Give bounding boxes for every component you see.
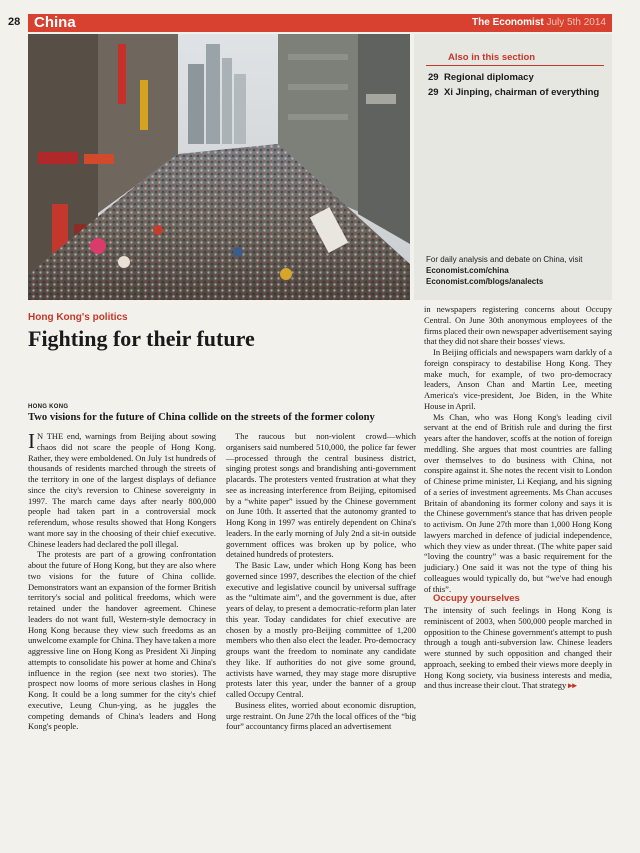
article-column-3 [424, 304, 612, 691]
section-link-page: 29 [428, 87, 439, 98]
article-paragraph: The protests are part of a growing confrontation about the future of Hong Kong, but they are also where two visions for the future of China collide. Demonstrators want an expansion of the former British territory's social and political freedoms, which were retained under the handover agreement. Chinese leaders do not want full, Western-style democracy in Hong Kong because they view such freedoms as an unwelcome example for China. They have taken a more aggressive line on Hong Kong as President Xi Jinping attempts to consolidate his power at home and China's influence in the region (see next two stories). The prospect now looms of more serious clashes in Hong Kong. It could be a long summer for the city's chief executive, Leung Chun-ying, as he juggles the competing demands of China's leaders and Hong Kong's people. [28, 549, 216, 732]
paragraph-text: N THE end, warnings from Beijing about sowing chaos did not scare the people of Hong Kong. Rather, they were emboldened. On July 1st hundreds of thousands of residents marched through the streets of the territory in one of the largest displays of defiance since the city's reversion to Chinese sovereignty in 1997. The march came days after nearly 800,000 people had taken part in a controversial mock referendum, whose results showed that Hong Kongers want more say in the choosing of their chief executive. Chinese leaders had declared the poll illegal. [28, 431, 216, 549]
article-dateline: HONG KONG [28, 404, 69, 410]
article-paragraph: in newspapers registering concerns about Occupy Central. On June 30th anonymous employees of the firms placed their own newspaper advertisement saying that they did not share their bosses' views. [424, 304, 612, 347]
sidebar-divider [426, 65, 604, 66]
economist-analects-link[interactable]: Economist.com/blogs/analects [426, 277, 544, 286]
article-paragraph: The raucous but non-violent crowd—which organisers said numbered 510,000, the police far fewer—processed through the central business district, singing protest songs and brandishing anti-government placards. The protesters vented frustration at what they see as increasing interference from Beijing, epitomised by a “white paper” issued by the Chinese government on June 10th. It asserted that the autonomy granted to Hong Kong in 1997 was entirely dependent on China's leaders. In the early morning of July 2nd a sit-in outside government offices was broken up by police, who detained hundreds of protesters. [226, 431, 416, 560]
article-standfirst: Two visions for the future of China collide on the streets of the former colony [28, 412, 375, 423]
hong-kong-protest-march-photo [28, 34, 410, 300]
section-link-page: 29 [428, 72, 439, 83]
daily-analysis-note [426, 254, 583, 287]
article-rubric: Hong Kong's politics [28, 312, 128, 323]
daily-analysis-text: For daily analysis and debate on China, visit [426, 255, 583, 264]
article-paragraph: The Basic Law, under which Hong Kong has been governed since 1997, describes the election of the chief executive and legislative council by universal suffrage as the “ultimate aim”, and the government is due, after years of delay, to present a democratic-reform plan later this year. Today candidates for chief executive are chosen by a mostly pro-Beijing committee of 1,200 members who then also elect the leader. Pro-democracy groups want the freedom to nominate any candidate they like. If authorities do not give some ground, activists have warned, they may stage more disruptive protests later this year, under the banner of a group called Occupy Central. [226, 560, 416, 699]
section-link-title: Xi Jinping, chairman of everything [444, 87, 600, 98]
article-paragraph: Business elites, worried about economic disruption, urge restraint. On June 27th the local offices of the “big four” accountancy firms placed an advertisement [226, 699, 416, 732]
issue-date: July 5th 2014 [546, 17, 606, 28]
article-paragraph: Ms Chan, who was Hong Kong's leading civil servant at the end of British rule and during the first years after the handover, scoffs at the notion of foreign meddling. She argues that most countries are falling over themselves to do business with China, not conspire against it. She notes the recent visit to London of Chinese prime minister, Li Keqiang, and his signing of a series of investment agreements. Ms Chan accuses Britain of abandoning its former colony and says it is the Chinese government's stance that has driven people to activism. On June 27th more than 1,000 Hong Kong lawyers marched in defence of judicial independence, which they view as under threat. (The white paper said “loving the country” was a basic requirement for the judiciary.) One said it was not the type of thing his colleagues would typically do, but “we've had enough of this”. [424, 411, 612, 594]
article-headline: Fighting for their future [28, 326, 255, 351]
section-name: China [34, 14, 76, 31]
article-column-1 [28, 431, 216, 732]
continue-arrow-icon: ▸▸ [568, 680, 577, 691]
section-header-bar [28, 14, 612, 32]
economist-china-link[interactable]: Economist.com/china [426, 266, 509, 275]
article-column-2 [226, 431, 416, 732]
paragraph-text: The intensity of such feelings in Hong Kong is reminiscent of 2003, when 500,000 people marched in opposition to the Chinese government's attempt to push through a tough anti-subversion law. Chinese leaders were stunned by such opposition and changed their approach, seeking to embed their views more deeply in Hong Kong society, via business interests and media, and thus increase their clout. That strategy [424, 605, 612, 691]
section-link-regional-diplomacy[interactable] [428, 72, 534, 83]
also-in-section-title: Also in this section [448, 52, 536, 63]
section-link-xi-jinping[interactable] [428, 87, 599, 98]
article-paragraph: In Beijing officials and newspapers warn darkly of a foreign conspiracy to destabilise Hong Kong. They make much, for example, of two pro-democracy leaders, Anson Chan and Martin Lee, meeting America's vice-president, Joe Biden, in the White House in April. [424, 347, 612, 411]
magazine-name: The Economist [472, 17, 544, 28]
article-paragraph [28, 431, 216, 549]
article-paragraph [424, 605, 612, 691]
section-link-title: Regional diplomacy [444, 72, 534, 83]
also-in-this-section-sidebar [414, 34, 612, 300]
article-subhead: Occupy yourselves [433, 593, 520, 605]
page-number: 28 [8, 16, 21, 28]
masthead [472, 14, 606, 32]
drop-cap: I [28, 429, 35, 453]
